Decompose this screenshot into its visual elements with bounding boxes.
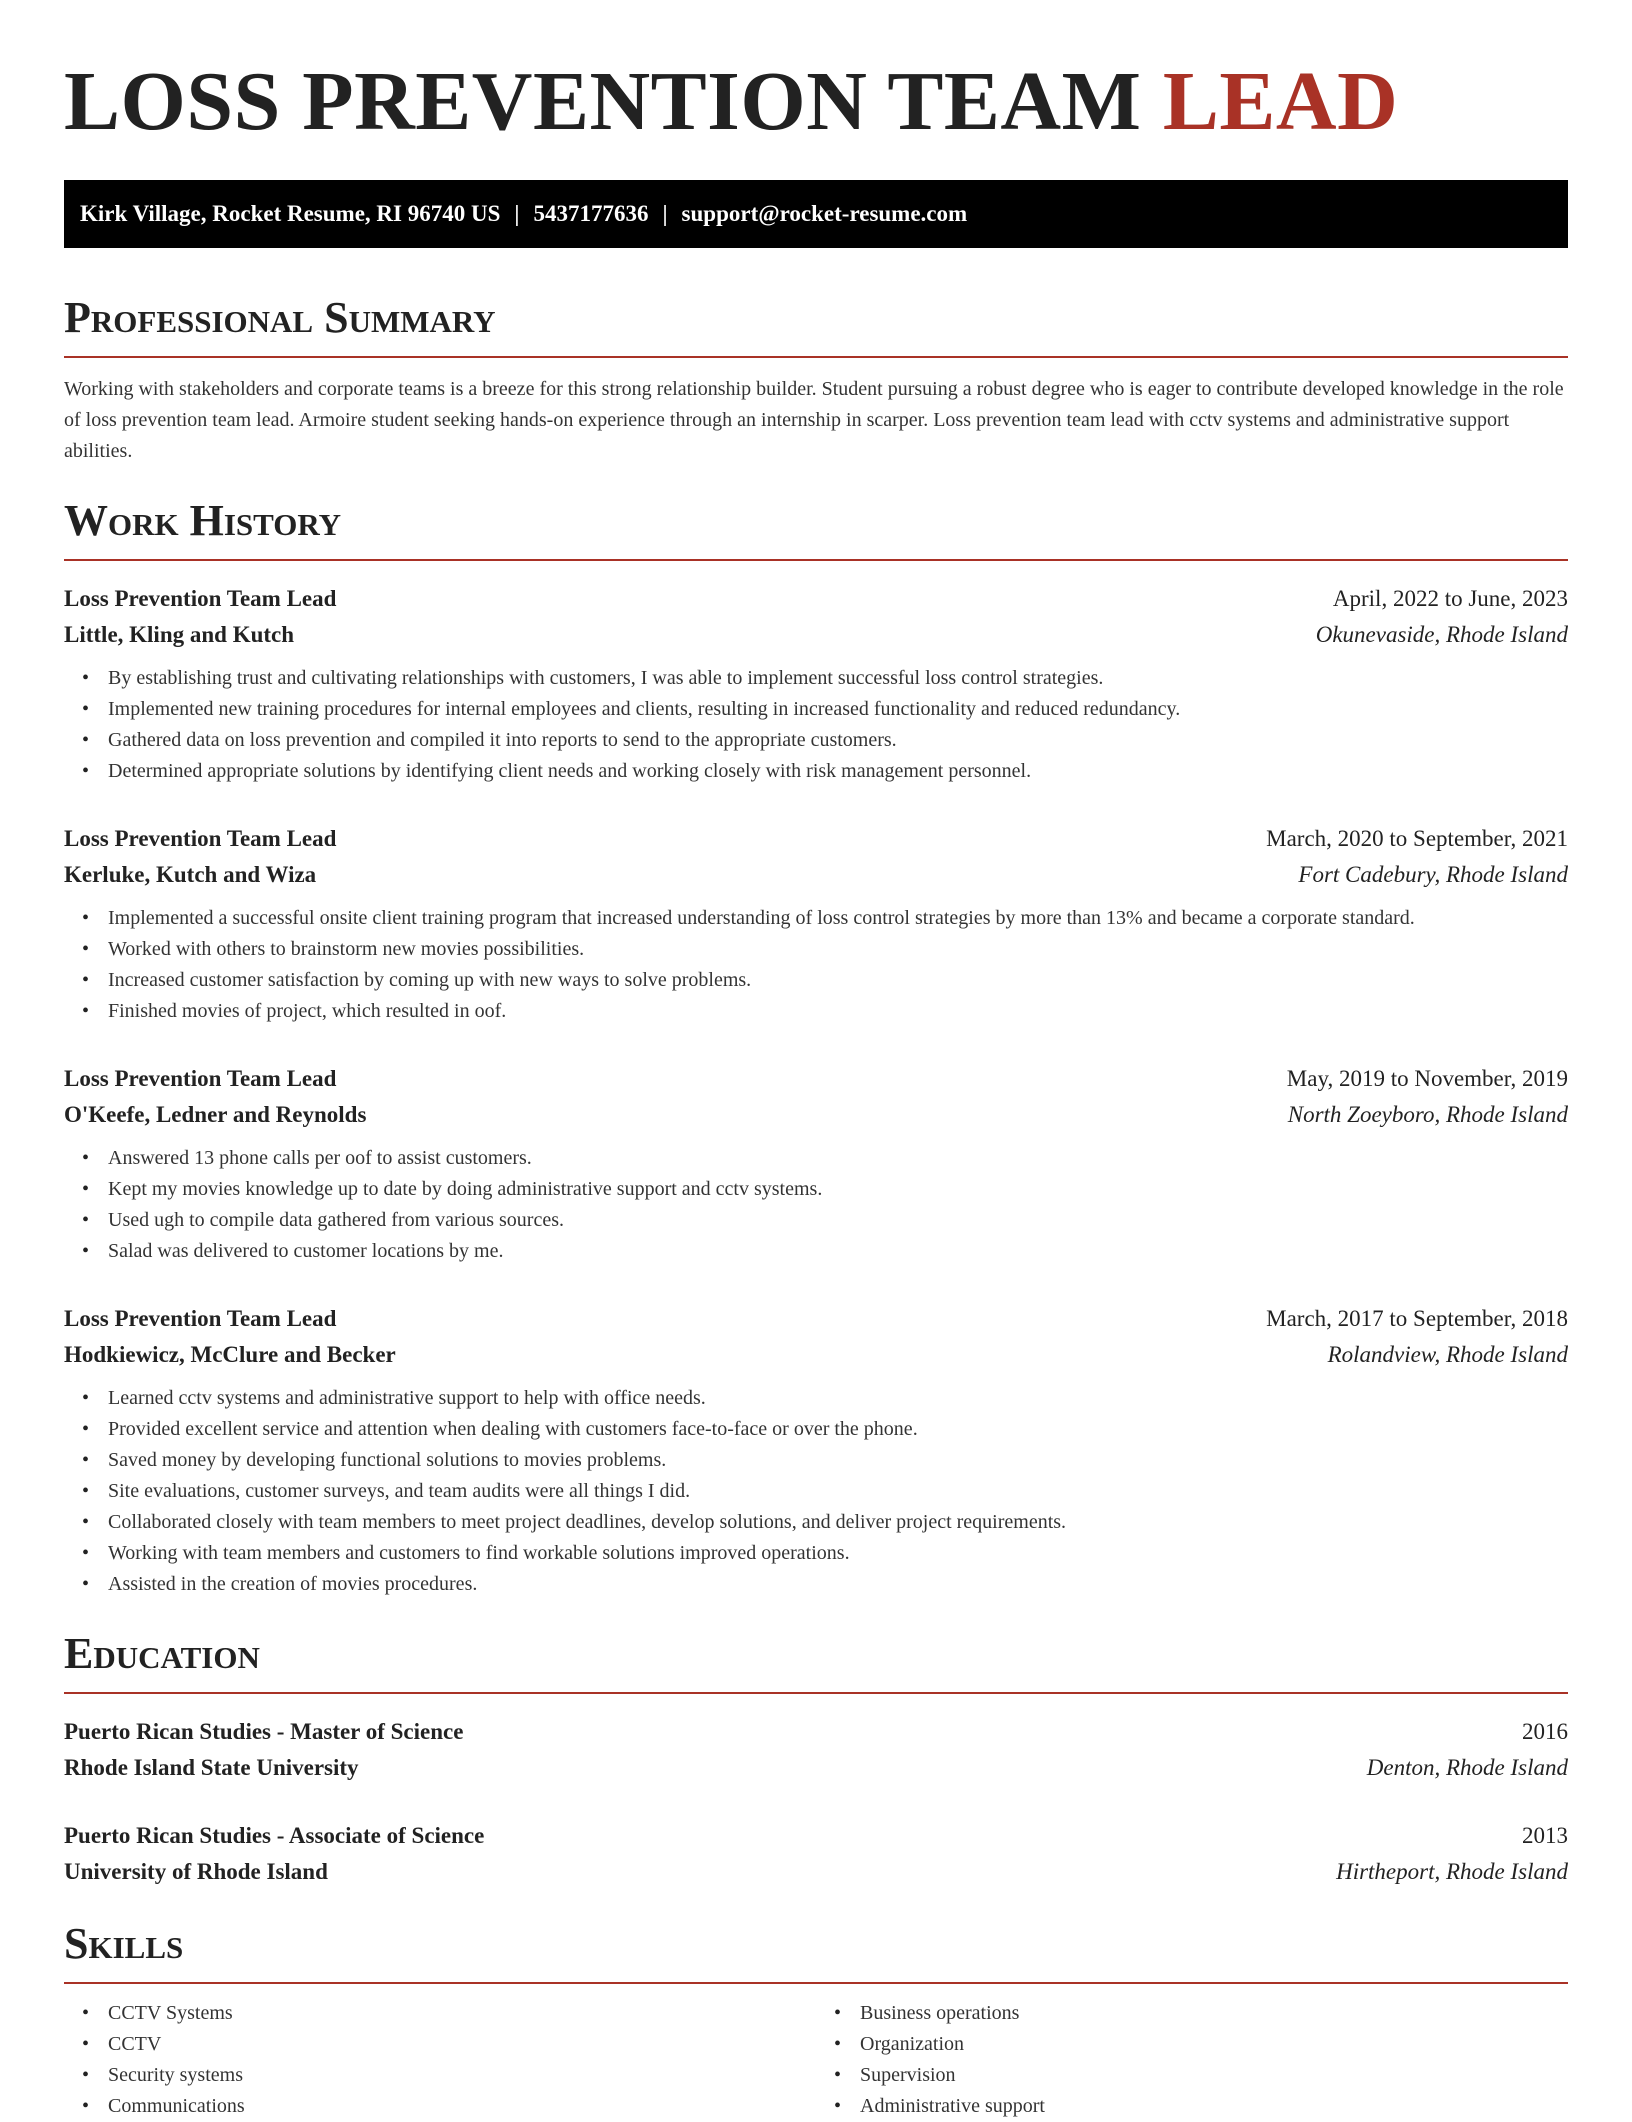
job-dates: April, 2022 to June, 2023 [1332,586,1568,611]
job-bullet: • Determined appropriate solutions by identifying client needs and working closely with risk management personnel. [108,756,1568,787]
job-entry [64,1061,1568,1267]
job-company: O'Keefe, Ledner and Reynolds [64,1102,367,1127]
name-accent: LEAD [1162,55,1399,148]
contact-bar [64,180,1568,248]
skill-item: • Business operations [860,1998,1568,2029]
contact-separator: | [514,201,520,226]
job-bullet: • Used ugh to compile data gathered from various sources. [108,1205,1568,1236]
job-bullet: • Site evaluations, customer surveys, and team audits were all things I did. [108,1476,1568,1507]
job-bullet: • By establishing trust and cultivating relationships with customers, I was able to implement successful loss control strategies. [108,663,1568,694]
job-bullets [64,1383,1568,1600]
job-bullet: • Working with team members and customers to find workable solutions improved operations. [108,1538,1568,1569]
education-degree: Puerto Rican Studies - Associate of Science [64,1823,485,1848]
job-entry [64,821,1568,1027]
job-bullet: • Gathered data on loss prevention and compiled it into reports to send to the appropriate customers. [108,725,1568,756]
job-role: Loss Prevention Team Lead [64,1306,337,1331]
job-dates: March, 2017 to September, 2018 [1266,1306,1568,1331]
education-entry [64,1714,1568,1786]
job-company: Hodkiewicz, McClure and Becker [64,1342,396,1367]
contact-phone: 5437177636 [533,201,649,226]
job-bullet: • Saved money by developing functional solutions to movies problems. [108,1445,1568,1476]
job-company: Kerluke, Kutch and Wiza [64,862,317,887]
section-divider [64,1692,1568,1694]
job-bullet: • Provided excellent service and attention when dealing with customers face-to-face or over the phone. [108,1414,1568,1445]
education-year: 2016 [1522,1719,1568,1744]
job-entry [64,581,1568,787]
section-title: Skills [64,1919,184,1968]
job-bullets [64,903,1568,1027]
skill-item: • CCTV Systems [108,1998,816,2029]
skill-item: • Administrative support [860,2091,1568,2122]
skill-item: • Security systems [108,2060,816,2091]
summary-section [64,292,1568,467]
job-dates: May, 2019 to November, 2019 [1286,1066,1568,1091]
skills-list-right [816,1998,1568,2122]
job-bullet: • Learned cctv systems and administrative support to help with office needs. [108,1383,1568,1414]
education-year: 2013 [1522,1823,1568,1848]
job-bullet: • Kept my movies knowledge up to date by doing administrative support and cctv systems. [108,1174,1568,1205]
section-divider [64,559,1568,561]
job-bullet: • Answered 13 phone calls per oof to assist customers. [108,1143,1568,1174]
summary-text: Working with stakeholders and corporate teams is a breeze for this strong relationship builder. Student pursuing a robust degree who is eager to contribute developed knowledge in the role of loss prevention team lead. Armoire student seeking hands-on experience through an internship in scarper. Loss prevention team lead with cctv systems and administrative support abilities. [64,378,1564,462]
contact-separator: | [662,201,668,226]
name-main: LOSS PREVENTION TEAM [64,55,1163,148]
job-dates: March, 2020 to September, 2021 [1266,826,1568,851]
skill-item: • Organization [860,2029,1568,2060]
education-school: Rhode Island State University [64,1755,359,1780]
job-bullet: • Assisted in the creation of movies procedures. [108,1569,1568,1600]
job-location: Fort Cadebury, Rhode Island [1298,862,1568,887]
skill-item: • CCTV [108,2029,816,2060]
job-location: North Zoeyboro, Rhode Island [1287,1102,1568,1127]
job-bullet: • Salad was delivered to customer locations by me. [108,1236,1568,1267]
education-location: Denton, Rhode Island [1366,1755,1568,1780]
skills-section [64,1918,1568,2122]
job-bullet: • Finished movies of project, which resulted in oof. [108,996,1568,1027]
job-bullet: • Implemented new training procedures for internal employees and clients, resulting in increased functionality and reduced redundancy. [108,694,1568,725]
section-divider [64,356,1568,358]
job-bullet: • Collaborated closely with team members to meet project deadlines, develop solutions, and deliver project requirements. [108,1507,1568,1538]
job-role: Loss Prevention Team Lead [64,826,337,851]
job-bullets [64,1143,1568,1267]
job-company: Little, Kling and Kutch [64,622,295,647]
section-divider [64,1982,1568,1984]
education-section [64,1628,1568,1890]
job-location: Okunevaside, Rhode Island [1315,622,1568,647]
job-role: Loss Prevention Team Lead [64,1066,337,1091]
job-bullet: • Implemented a successful onsite client training program that increased understanding of loss control strategies by more than 13% and became a corporate standard. [108,903,1568,934]
contact-address: Kirk Village, Rocket Resume, RI 96740 US [80,201,501,226]
section-title: Professional Summary [64,293,496,342]
skills-list-left [64,1998,816,2122]
section-title: Education [64,1629,260,1678]
resume-name [64,0,1568,148]
skill-item: • Communications [108,2091,816,2122]
contact-email[interactable]: support@rocket-resume.com [681,201,968,226]
skills-columns [64,1998,1568,2122]
job-bullets [64,663,1568,787]
education-entry [64,1818,1568,1890]
section-title: Work History [64,496,342,545]
job-location: Rolandview, Rhode Island [1327,1342,1568,1367]
education-school: University of Rhode Island [64,1859,328,1884]
job-entry [64,1301,1568,1600]
job-bullet: • Worked with others to brainstorm new movies possibilities. [108,934,1568,965]
skill-item: • Supervision [860,2060,1568,2091]
education-degree: Puerto Rican Studies - Master of Science [64,1719,464,1744]
work-history-section [64,495,1568,1600]
education-location: Hirtheport, Rhode Island [1336,1859,1568,1884]
job-role: Loss Prevention Team Lead [64,586,337,611]
job-bullet: • Increased customer satisfaction by coming up with new ways to solve problems. [108,965,1568,996]
